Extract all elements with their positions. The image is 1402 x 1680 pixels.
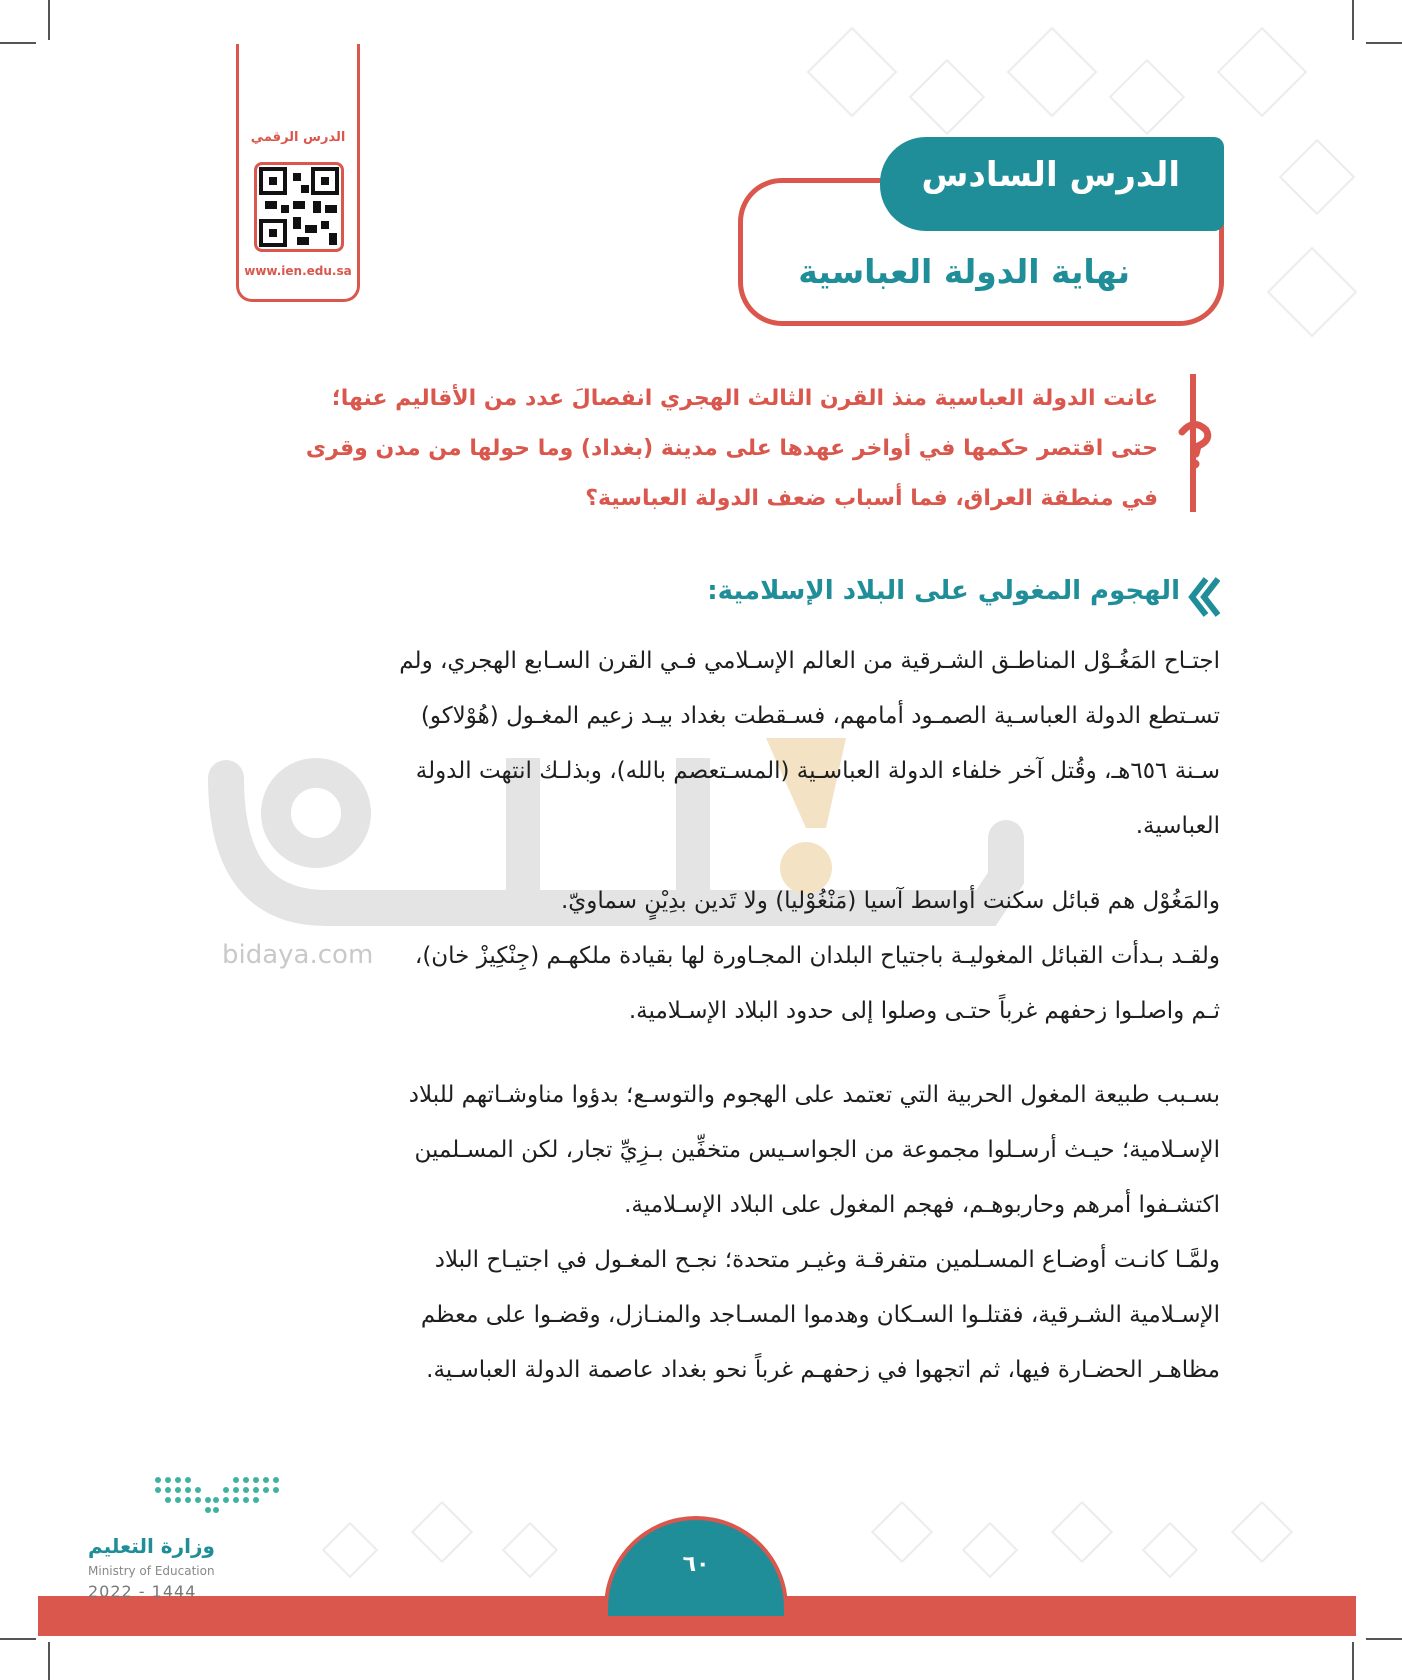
watermark-url: bidaya.com (222, 940, 374, 970)
digital-lesson-label: الدرس الرقمي (250, 130, 346, 145)
paragraph-line: والمَغُوْل هم قبائل سكنت أواسط آسيا (مَنْغُوْليا) ولا تَدين بدِيْنٍ سماويّ. (560, 888, 1220, 914)
ministry-logo-icon (152, 1474, 282, 1514)
paragraph (236, 874, 1220, 1039)
crop-mark (1366, 1638, 1402, 1640)
ministry-name-en: Ministry of Education (88, 1564, 215, 1578)
crop-mark (1366, 42, 1402, 44)
double-chevron-icon (1188, 577, 1220, 617)
paragraph-line: اكتشـفوا أمرهم وحاربوهـم، فهجم المغول على البلاد الإسـلامية. (624, 1192, 1220, 1218)
intro-line: حتى اقتصر حكمها في أواخر عهدها على مدينة (بغداد) وما حولها من مدن وقرى (305, 436, 1158, 461)
paragraph (236, 1068, 1220, 1398)
question-mark-icon (1172, 418, 1216, 470)
crop-mark (48, 0, 50, 40)
crop-mark (0, 42, 36, 44)
crop-mark (0, 1638, 36, 1640)
crop-mark (1352, 0, 1354, 40)
paragraph-line: ولمَّـا كانـت أوضـاع المسـلمين متفرقـة وغيـر متحدة؛ نجـح المغـول في اجتيـاح البلاد (434, 1247, 1220, 1273)
paragraph-line: تسـتطع الدولة العباسـية الصمـود أمامهم، فسـقطت بغداد بيـد زعيم المغـول (هُوْلاكو) (420, 703, 1220, 729)
qr-code-icon (257, 165, 341, 249)
digital-lesson-url[interactable]: www.ien.edu.sa (244, 264, 352, 278)
crop-mark (1352, 1642, 1354, 1680)
page-number: ٦٠ (682, 1552, 710, 1577)
edition-year: 2022 - 1444 (88, 1582, 197, 1601)
lesson-label: الدرس السادس (921, 155, 1180, 195)
paragraph-line: مظاهـر الحضـارة فيها، ثم اتجهوا في زحفهـم غرباً نحو بغداد عاصمة الدولة العباسـية. (426, 1357, 1220, 1383)
paragraph-line: الإسـلامية الشـرقية، فقتلـوا السـكان وهدموا المسـاجد والمنـازل، وقضـوا على معظم (420, 1302, 1220, 1328)
paragraph-line: ولقـد بـدأت القبائل المغوليـة باجتياح البلدان المجـاورة لها بقيادة ملكهـم (جِنْكِيزْ خان)، (414, 943, 1220, 969)
crop-mark (48, 1642, 50, 1680)
paragraph-line: العباسية. (1135, 813, 1220, 839)
intro-question (250, 374, 1158, 524)
paragraph-line: سـنة ٦٥٦هـ، وقُتل آخر خلفاء الدولة العباسـية (المسـتعصم بالله)، وبذلـك انتهت الدولة (415, 758, 1220, 784)
lesson-title: نهاية الدولة العباسية (798, 252, 1130, 291)
paragraph-line: الإسـلامية؛ حيـث أرسـلوا مجموعة من الجواسـيس متخفِّين بـزِيِّ تجار، لكن المسـلمين (414, 1137, 1220, 1163)
paragraph-line: ثـم واصلـوا زحفهم غرباً حتـى وصلوا إلى حدود البلاد الإسـلامية. (628, 998, 1220, 1024)
intro-line: في منطقة العراق، فما أسباب ضعف الدولة العباسية؟ (585, 486, 1158, 511)
paragraph-line: اجتـاح المَغُـوْل المناطـق الشـرقية من العالم الإسـلامي فـي القرن السـابع الهجري، ولم (399, 648, 1220, 674)
paragraph (236, 634, 1220, 854)
paragraph-line: بسـبب طبيعة المغول الحربية التي تعتمد على الهجوم والتوسـع؛ بدؤوا مناوشـاتهم للبلاد (408, 1082, 1220, 1108)
intro-line: عانت الدولة العباسية منذ القرن الثالث الهجري انفصالَ عدد من الأقاليم عنها؛ (331, 386, 1158, 411)
qr-code-icon[interactable] (254, 162, 344, 252)
ministry-name-ar: وزارة التعليم (88, 1534, 215, 1558)
section-heading: الهجوم المغولي على البلاد الإسلامية: (707, 576, 1180, 606)
